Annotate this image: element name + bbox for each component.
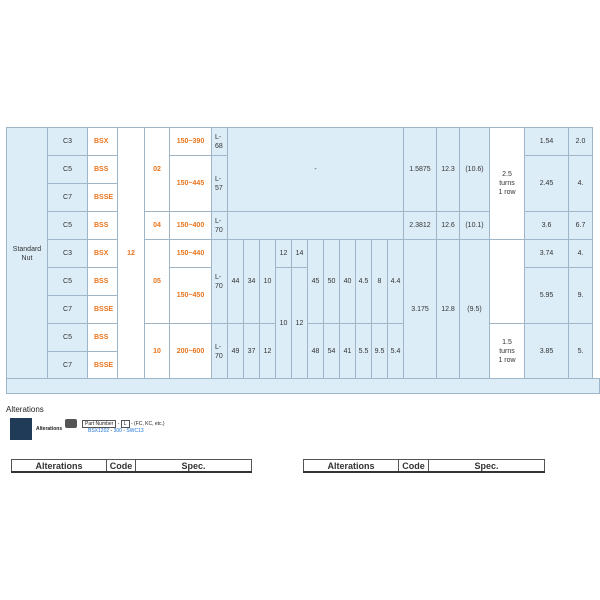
dim-cell: 44 <box>228 240 244 324</box>
l-label-cell: L-70 <box>212 324 228 380</box>
grade-cell: C3 <box>48 128 88 156</box>
dim-cell: 45 <box>308 240 324 324</box>
ball-dia-cell: 2.3812 <box>404 212 437 240</box>
ball-dia-cell: 1.5875 <box>404 128 437 212</box>
load-f-cell: 4. <box>569 156 593 212</box>
dim-cell: 4.5 <box>356 240 372 324</box>
lead-cell: 02 <box>145 128 170 212</box>
load-e-cell: 3.85 <box>525 324 569 380</box>
header-code: Code <box>399 460 429 473</box>
alterations-example <box>82 420 165 434</box>
example-part-number: BSX1202 <box>88 428 110 434</box>
category-cell: Standard Nut <box>7 128 48 380</box>
alterations-table-left <box>11 459 252 473</box>
dim-cell: 10 <box>260 240 276 324</box>
grade-cell: C7 <box>48 296 88 324</box>
length-cell: 150~445 <box>170 156 212 212</box>
l-label-cell: L-68 <box>212 128 228 156</box>
series-cell: BSSE <box>88 184 118 212</box>
header-alterations: Alterations <box>304 460 399 473</box>
turns-cell <box>490 240 525 324</box>
grade-cell: C7 <box>48 352 88 380</box>
dim-cell: 12 <box>292 268 308 380</box>
series-cell: BSS <box>88 324 118 352</box>
dim-c-cell: 12.6 <box>437 212 460 240</box>
load-e-cell: 2.45 <box>525 156 569 212</box>
lead-cell: 04 <box>145 212 170 240</box>
dim-cell: 40 <box>340 240 356 324</box>
alterations-table-right <box>303 459 545 473</box>
dash-cell: - <box>228 128 404 212</box>
turns-line: 1 row <box>498 357 516 364</box>
l-box: L <box>121 420 130 428</box>
length-cell: 150~400 <box>170 212 212 240</box>
ball-dia-cell: 3.175 <box>404 240 437 380</box>
turns-line: 1 row <box>498 189 516 196</box>
separator: - <box>123 428 125 434</box>
grade-cell: C3 <box>48 240 88 268</box>
separator: - <box>110 428 113 434</box>
blank-cell <box>228 212 404 240</box>
table-footer-band <box>6 378 600 394</box>
series-cell: BSSE <box>88 296 118 324</box>
grade-cell: C5 <box>48 156 88 184</box>
load-f-cell: 2.0 <box>569 128 593 156</box>
load-e-cell: 3.74 <box>525 240 569 268</box>
series-cell: BSX <box>88 128 118 156</box>
dim-c-cell: 12.8 <box>437 240 460 380</box>
header-alterations: Alterations <box>12 460 107 473</box>
lead-cell: 10 <box>145 324 170 380</box>
dim-cell: 12 <box>260 324 276 380</box>
dim-cell: 34 <box>244 240 260 324</box>
part-number-box: Part Number <box>82 420 116 428</box>
dim-cell: 54 <box>324 324 340 380</box>
table-row <box>7 240 593 268</box>
load-f-cell: 9. <box>569 268 593 324</box>
turns-cell <box>490 128 525 240</box>
turns-line: turns <box>499 180 515 187</box>
dim-cell: 5.4 <box>388 324 404 380</box>
load-e-cell: 3.6 <box>525 212 569 240</box>
dim-cell: 48 <box>308 324 324 380</box>
alterations-icon <box>10 418 32 440</box>
table-row <box>7 128 593 156</box>
dim-d-cell: (10.1) <box>460 212 490 240</box>
dim-cell: 49 <box>228 324 244 380</box>
header-spec: Spec. <box>429 460 545 473</box>
dim-cell: 14 <box>292 240 308 268</box>
dim-cell: 9.5 <box>372 324 388 380</box>
series-cell: BSX <box>88 240 118 268</box>
dim-cell: 4.4 <box>388 240 404 324</box>
l-label-cell: L-70 <box>212 240 228 324</box>
grade-cell: C5 <box>48 268 88 296</box>
load-f-cell: 6.7 <box>569 212 593 240</box>
series-cell: BSS <box>88 156 118 184</box>
dim-cell: 41 <box>340 324 356 380</box>
example-l-value: 300 <box>113 428 122 434</box>
load-e-cell: 5.95 <box>525 268 569 324</box>
dim-cell: 10 <box>276 268 292 380</box>
separator: - <box>117 421 120 427</box>
dim-cell: 5.5 <box>356 324 372 380</box>
separator: - <box>130 421 133 427</box>
turns-cell <box>490 324 525 380</box>
dim-cell: 8 <box>372 240 388 324</box>
turns-line: 1.5 <box>502 339 512 346</box>
spec-table <box>6 127 593 380</box>
suffix-text: (FC, KC, etc.) <box>134 421 165 427</box>
camera-icon <box>65 419 77 428</box>
load-e-cell: 1.54 <box>525 128 569 156</box>
dim-d-cell: (10.6) <box>460 128 490 212</box>
l-label-cell: L-70 <box>212 212 228 240</box>
header-spec: Spec. <box>136 460 252 473</box>
series-cell: BSS <box>88 268 118 296</box>
lead-cell: 05 <box>145 240 170 324</box>
dim-cell: 12 <box>276 240 292 268</box>
grade-cell: C5 <box>48 324 88 352</box>
example-code: SWC13 <box>126 428 144 434</box>
alterations-title: Alterations <box>6 405 44 414</box>
header-code: Code <box>107 460 136 473</box>
dim-c-cell: 12.3 <box>437 128 460 212</box>
series-cell: BSSE <box>88 352 118 380</box>
dim-d-cell: (9.5) <box>460 240 490 380</box>
load-f-cell: 5. <box>569 324 593 380</box>
length-cell: 150~440 <box>170 240 212 268</box>
length-cell: 150~450 <box>170 268 212 324</box>
length-cell: 200~600 <box>170 324 212 380</box>
grade-cell: C5 <box>48 212 88 240</box>
turns-line: turns <box>499 348 515 355</box>
load-f-cell: 4. <box>569 240 593 268</box>
l-label-cell: L-57 <box>212 156 228 212</box>
length-cell: 150~390 <box>170 128 212 156</box>
alterations-icon-label: Alterations <box>36 426 63 432</box>
dim-cell: 50 <box>324 240 340 324</box>
series-cell: BSS <box>88 212 118 240</box>
grade-cell: C7 <box>48 184 88 212</box>
dim-cell: 37 <box>244 324 260 380</box>
screw-dia-value: 12 <box>127 250 135 257</box>
turns-line: 2.5 <box>502 171 512 178</box>
screw-dia-cell <box>118 128 145 380</box>
